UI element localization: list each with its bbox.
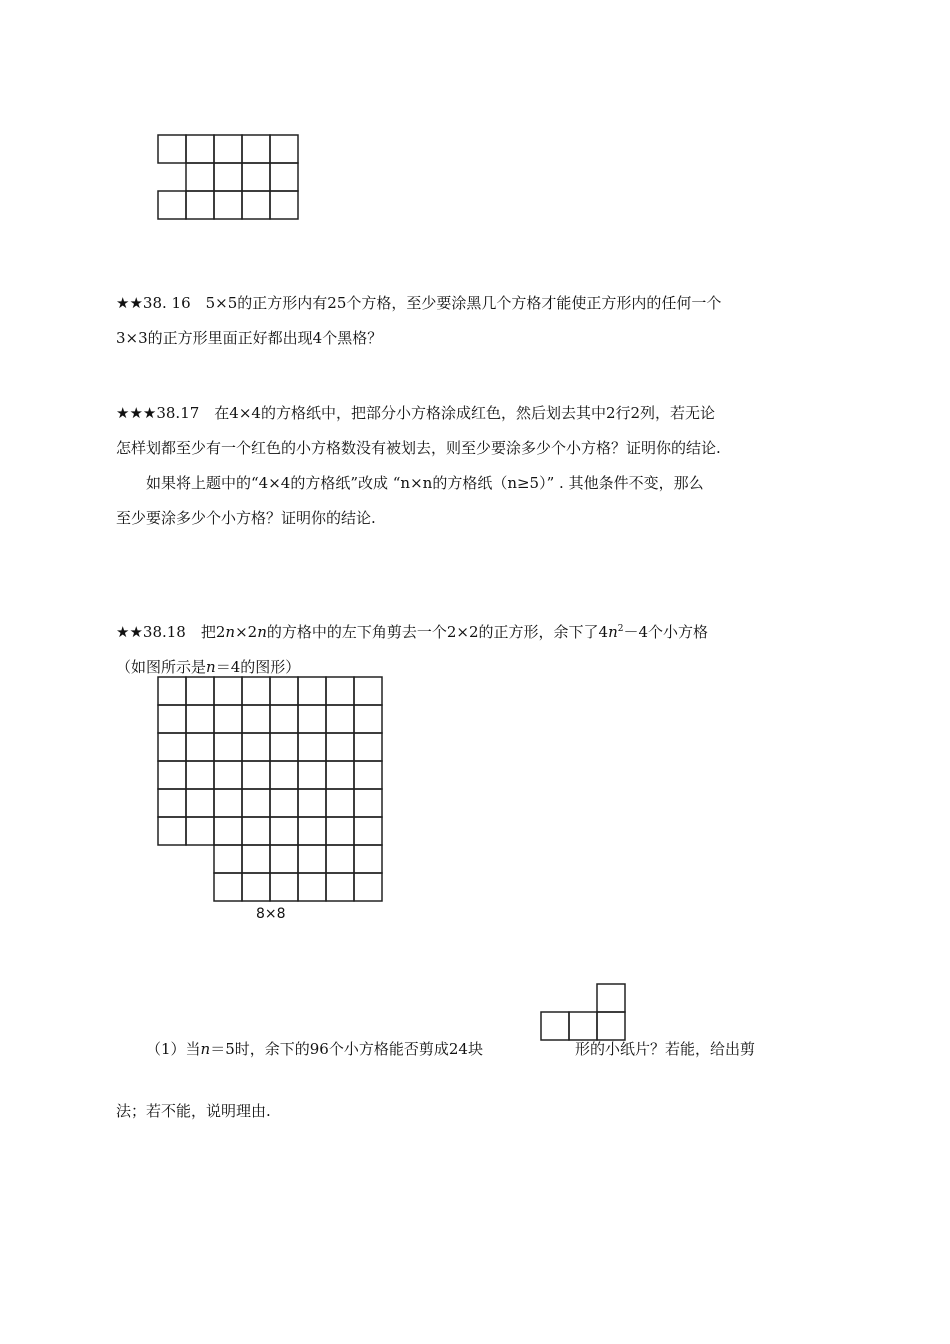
grid-cell: [354, 789, 382, 817]
difficulty-stars: ★★: [116, 623, 143, 641]
top-grid-figure: [157, 134, 299, 220]
grid-cell: [214, 873, 242, 901]
grid-cell: [354, 705, 382, 733]
grid-cell: [270, 761, 298, 789]
grid-cell: [242, 845, 270, 873]
grid-cell: [326, 733, 354, 761]
grid-cell: [242, 789, 270, 817]
grid-cell: [270, 733, 298, 761]
question-1-line2: 法；若不能，说明理由.: [116, 1102, 271, 1120]
grid-cell: [354, 845, 382, 873]
problem-38-17-line3: 如果将上题中的“4×4的方格纸”改成 “n×n的方格纸（n≥5）” . 其他条件不变，那么: [146, 474, 704, 492]
difficulty-stars: ★★: [116, 294, 143, 312]
grid-8x8-figure: [157, 676, 383, 902]
grid-cell: [242, 761, 270, 789]
l-shape-piece-figure: [540, 983, 627, 1041]
grid-cell: [298, 817, 326, 845]
grid-cell: [214, 817, 242, 845]
difficulty-stars: ★★★: [116, 404, 157, 422]
grid-cell: [158, 705, 186, 733]
grid-cell: [354, 733, 382, 761]
problem-38-17: [116, 396, 836, 536]
grid-cell: [270, 789, 298, 817]
grid-cell: [326, 817, 354, 845]
grid-cell: [158, 733, 186, 761]
problem-38-17-line4: 至少要涂多少个小方格？证明你的结论.: [116, 509, 376, 527]
grid-cell: [214, 677, 242, 705]
grid-cell: [158, 817, 186, 845]
problem-38-17-line2: 怎样划都至少有一个红色的小方格数没有被划去，则至少要涂多少个小方格？证明你的结论.: [116, 439, 721, 457]
grid-cell: [158, 677, 186, 705]
problem-38-16-line2: 3×3的正方形里面正好都出现4个黑格？: [116, 329, 383, 347]
grid-cell: [298, 677, 326, 705]
grid-cell: [298, 761, 326, 789]
grid-cell: [214, 733, 242, 761]
grid-cell: [270, 705, 298, 733]
grid-cell: [270, 677, 298, 705]
grid-cell: [186, 761, 214, 789]
question-1: [116, 1032, 846, 1067]
problem-38-18-line2: （如图所示是n＝4的图形）: [116, 658, 301, 676]
grid-cell: [298, 845, 326, 873]
grid-cell: [186, 705, 214, 733]
question-1-line1: （1）当n＝5时，余下的96个小方格能否剪成24块 形的小纸片？若能，给出剪: [146, 1040, 755, 1058]
grid-cell: [270, 873, 298, 901]
grid-cell: [186, 789, 214, 817]
problem-38-18-line1: ★★38.18 把2n×2n的方格中的左下角剪去一个2×2的正方形，余下了$4n^2-4$个小方格: [116, 623, 709, 641]
grid-cell: [242, 817, 270, 845]
grid-cell: [326, 873, 354, 901]
grid-cell: [214, 705, 242, 733]
grid-cell: [326, 705, 354, 733]
problem-38-17-line1: ★★★38.17 在4×4的方格纸中，把部分小方格涂成红色，然后划去其中2行2列，若无论: [116, 404, 716, 422]
grid-cell: [354, 873, 382, 901]
grid-cell: [158, 789, 186, 817]
grid-cell: [298, 705, 326, 733]
grid-cell: [186, 677, 214, 705]
grid-cell: [326, 761, 354, 789]
grid-cell: [298, 733, 326, 761]
grid-cell: [186, 733, 214, 761]
grid-cell: [186, 817, 214, 845]
problem-38-16-line1: ★★38. 16 5×5的正方形内有25个方格，至少要涂黑几个方格才能使正方形内的任何一个: [116, 294, 722, 312]
grid-cell: [326, 789, 354, 817]
grid-8x8-label: 8×8: [256, 906, 286, 922]
grid-cell: [214, 789, 242, 817]
grid-cell: [270, 817, 298, 845]
problem-38-18: [116, 612, 836, 685]
grid-cell: [326, 845, 354, 873]
grid-cell: [326, 677, 354, 705]
problem-38-16: [116, 286, 836, 356]
grid-cell: [158, 761, 186, 789]
grid-cell: [242, 733, 270, 761]
grid-cell: [298, 873, 326, 901]
grid-cell: [242, 873, 270, 901]
grid-cell: [242, 677, 270, 705]
grid-cell: [214, 761, 242, 789]
grid-cell: [354, 677, 382, 705]
grid-cell: [270, 845, 298, 873]
grid-cell: [354, 761, 382, 789]
grid-cell: [354, 817, 382, 845]
grid-cell: [298, 789, 326, 817]
grid-cell: [242, 705, 270, 733]
grid-cell: [214, 845, 242, 873]
